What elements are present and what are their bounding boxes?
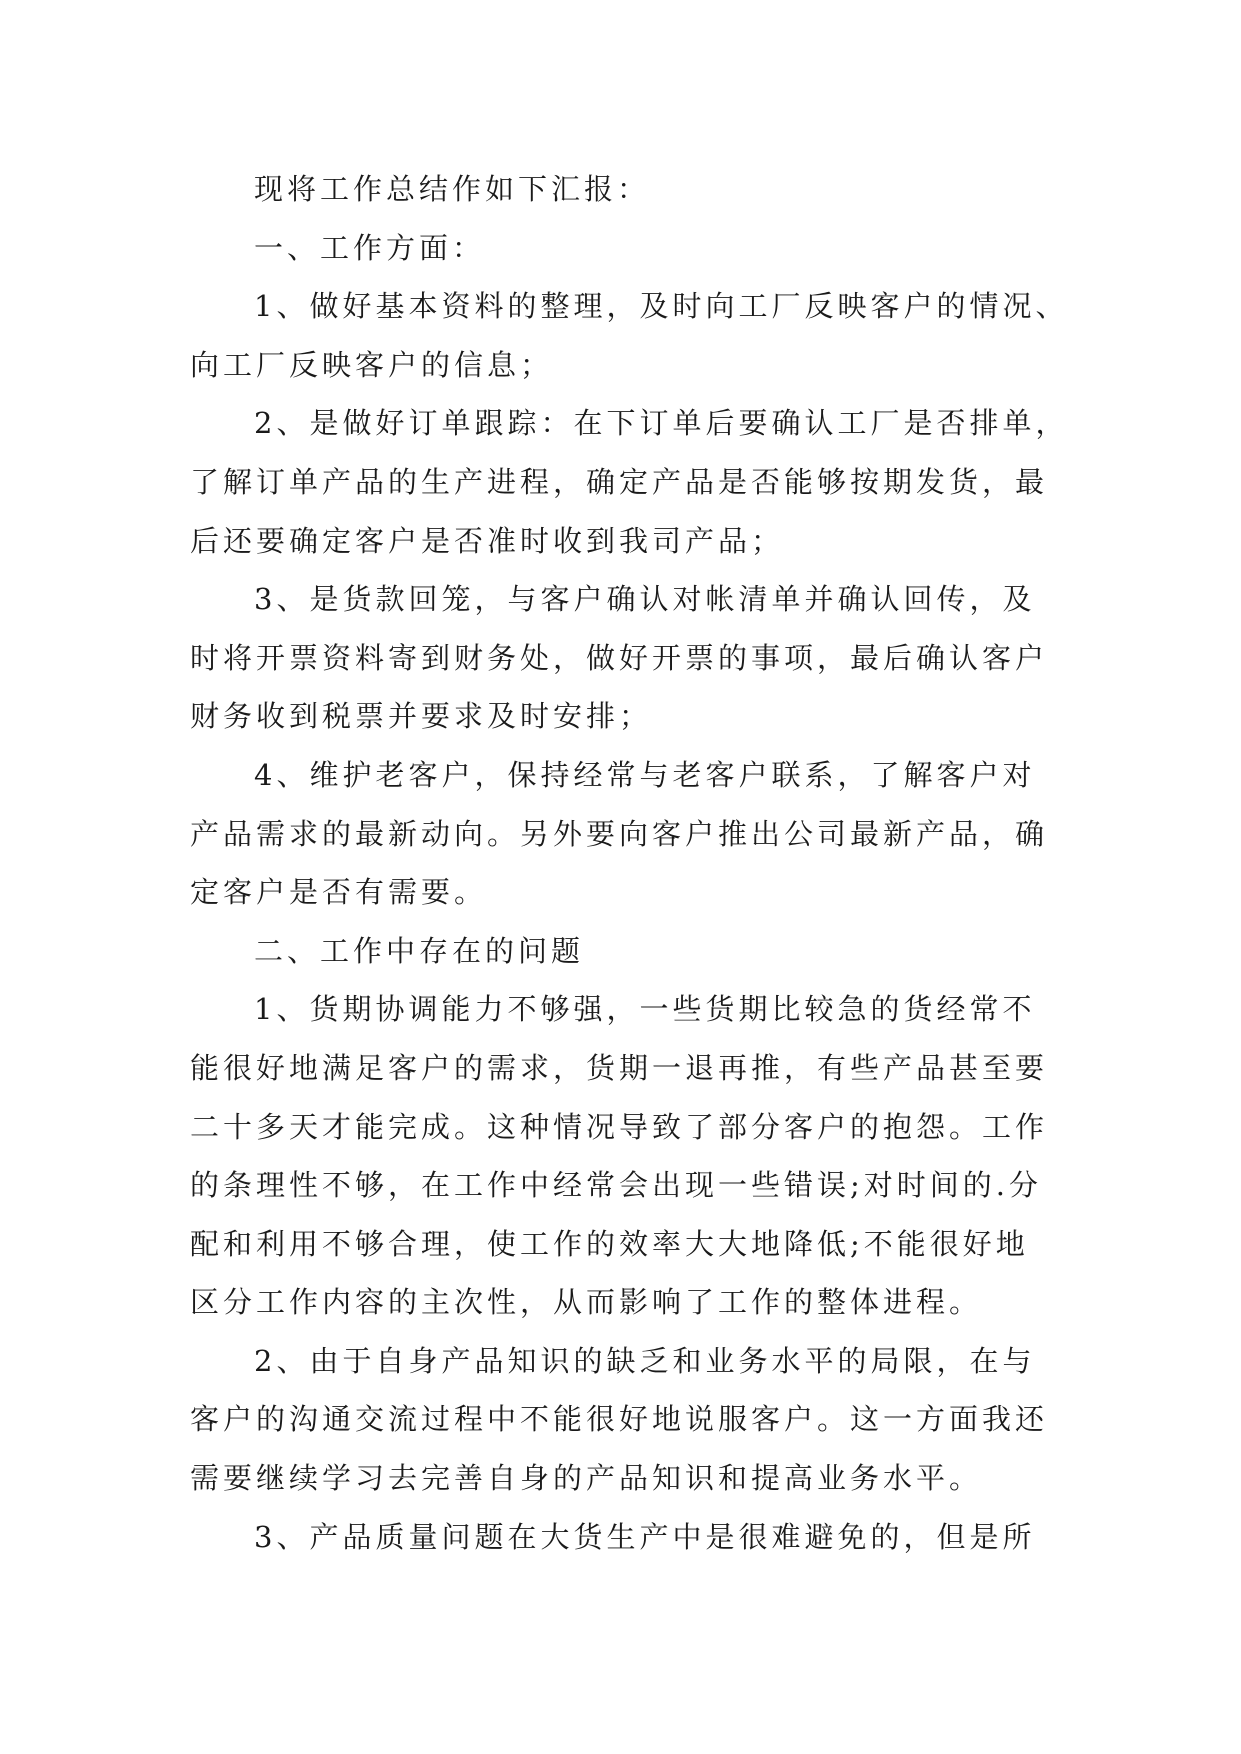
paragraph-line: 1、做好基本资料的整理，及时向工厂反映客户的情况、: [254, 289, 1069, 324]
paragraph-line: 3、产品质量问题在大货生产中是很难避免的，但是所: [254, 1519, 1036, 1554]
paragraph-line: 定客户是否有需要。: [190, 875, 488, 910]
paragraph-line: 区分工作内容的主次性，从而影响了工作的整体进程。: [190, 1285, 983, 1320]
paragraph-line: 现将工作总结作如下汇报：: [254, 172, 651, 206]
paragraph-line: 产品需求的最新动向。另外要向客户推出公司最新产品，确: [190, 816, 1049, 851]
paragraph-line: 需要继续学习去完善自身的产品知识和提高业务水平。: [190, 1461, 983, 1496]
paragraph-line: 后还要确定客户是否准时收到我司产品；: [190, 523, 785, 558]
section-heading: 二、工作中存在的问题: [254, 933, 585, 968]
document-body: [190, 160, 1070, 1566]
paragraph-line: 的条理性不够，在工作中经常会出现一些错误;对时间的.分: [190, 1168, 1042, 1203]
paragraph-line: 了解订单产品的生产进程，确定产品是否能够按期发货，最: [190, 464, 1049, 499]
paragraph-line: 能很好地满足客户的需求，货期一退再推，有些产品甚至要: [190, 1050, 1049, 1085]
paragraph-line: 3、是货款回笼，与客户确认对帐清单并确认回传，及: [254, 582, 1036, 617]
paragraph-line: 2、是做好订单跟踪：在下订单后要确认工厂是否排单，: [254, 406, 1069, 441]
paragraph-line: 4、维护老客户，保持经常与老客户联系，了解客户对: [254, 757, 1036, 792]
paragraph-line: 二十多天才能完成。这种情况导致了部分客户的抱怨。工作: [190, 1109, 1049, 1144]
paragraph-line: 客户的沟通交流过程中不能很好地说服客户。这一方面我还: [190, 1402, 1049, 1437]
paragraph-line: 财务收到税票并要求及时安排；: [190, 699, 653, 734]
paragraph-line: 时将开票资料寄到财务处，做好开票的事项，最后确认客户: [190, 640, 1049, 675]
paragraph-line: 配和利用不够合理，使工作的效率大大地降低;不能很好地: [190, 1226, 1029, 1261]
paragraph-line: 2、由于自身产品知识的缺乏和业务水平的局限，在与: [254, 1343, 1036, 1378]
paragraph-line: 1、货期协调能力不够强，一些货期比较急的货经常不: [254, 992, 1036, 1027]
section-heading: 一、工作方面：: [254, 230, 486, 265]
paragraph-line: 向工厂反映客户的信息；: [190, 347, 554, 382]
